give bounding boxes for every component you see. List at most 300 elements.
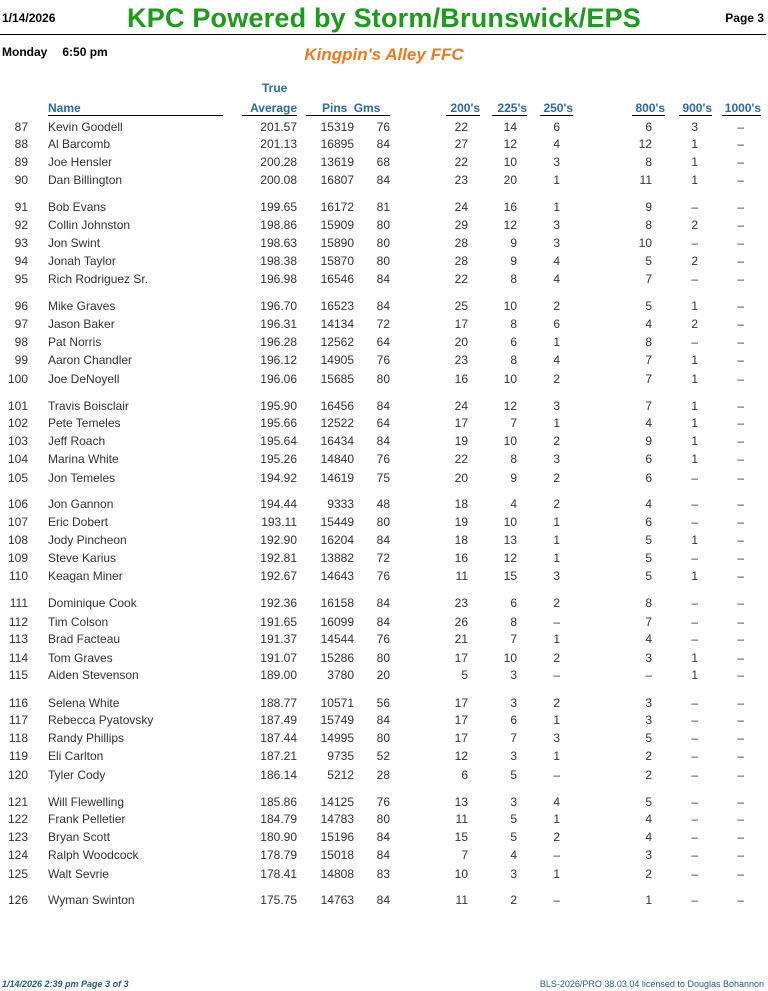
table-row [0, 299, 768, 315]
cell-c225: 10 [503, 299, 517, 313]
cell-c1000: – [737, 137, 744, 151]
cell-c900: – [691, 696, 698, 710]
cell-avg: 194.44 [260, 497, 297, 511]
cell-pins: 3780 [327, 668, 354, 682]
cell-c1000: – [737, 399, 744, 413]
cell-gms: 80 [376, 651, 390, 665]
cell-gms: 80 [376, 731, 390, 745]
cell-c250: 4 [553, 254, 560, 268]
table-row [0, 830, 768, 846]
cell-name: Randy Phillips [48, 731, 125, 745]
page-number: Page 3 [725, 11, 764, 25]
cell-name: Aiden Stevenson [48, 668, 139, 682]
cell-c250: 1 [553, 867, 560, 881]
cell-c200: 17 [454, 651, 468, 665]
cell-name: Wyman Swinton [48, 893, 135, 907]
cell-pins: 14808 [320, 867, 354, 881]
cell-c250: 4 [553, 795, 560, 809]
cell-rank: 108 [7, 533, 28, 547]
table-row [0, 399, 768, 415]
cell-c900: 1 [691, 668, 698, 682]
cell-avg: 195.26 [260, 452, 297, 466]
cell-c800: 2 [645, 867, 652, 881]
cell-c200: 20 [454, 335, 468, 349]
cell-avg: 199.65 [260, 200, 297, 214]
cell-name: Eli Carlton [48, 749, 104, 763]
cell-name: Aaron Chandler [48, 353, 133, 367]
cell-c200: 6 [461, 768, 468, 782]
cell-c1000: – [737, 173, 744, 187]
cell-name: Tyler Cody [48, 768, 106, 782]
table-row [0, 236, 768, 252]
cell-pins: 13882 [320, 551, 354, 565]
cell-c1000: – [737, 155, 744, 169]
cell-pins: 15196 [320, 830, 354, 844]
cell-pins: 14619 [320, 471, 354, 485]
cell-avg: 178.79 [260, 848, 297, 862]
cell-pins: 16099 [320, 615, 354, 629]
cell-pins: 15685 [320, 372, 354, 386]
cell-gms: 52 [376, 749, 390, 763]
cell-c225: 3 [510, 795, 517, 809]
cell-c225: 15 [503, 569, 517, 583]
cell-c200: 23 [454, 353, 468, 367]
cell-c200: 15 [454, 830, 468, 844]
table-row [0, 372, 768, 388]
cell-name: Pete Temeles [48, 416, 121, 430]
cell-avg: 201.57 [260, 120, 297, 134]
cell-c225: 16 [503, 200, 517, 214]
cell-c250: 2 [553, 372, 560, 386]
cell-gms: 84 [376, 713, 390, 727]
cell-c800: 4 [645, 416, 652, 430]
cell-pins: 9735 [327, 749, 354, 763]
cell-c900: – [691, 596, 698, 610]
cell-name: Jon Temeles [48, 471, 116, 485]
cell-c225: 4 [510, 848, 517, 862]
cell-c800: 5 [645, 254, 652, 268]
cell-c250: 2 [553, 497, 560, 511]
cell-gms: 84 [376, 137, 390, 151]
footer-print-info: 1/14/2026 2:39 pm Page 3 of 3 [2, 979, 129, 989]
cell-c900: 1 [691, 416, 698, 430]
cell-gms: 64 [376, 335, 390, 349]
cell-pins: 15870 [320, 254, 354, 268]
table-row [0, 452, 768, 468]
cell-name: Rebecca Pyatovsky [48, 713, 154, 727]
cell-c225: 8 [510, 272, 517, 286]
cell-c200: 11 [455, 812, 468, 826]
col-200s: 200's [446, 101, 480, 116]
cell-c250: 3 [553, 236, 560, 250]
cell-c200: 27 [454, 137, 468, 151]
cell-c250: 2 [553, 651, 560, 665]
cell-c800: 7 [645, 615, 652, 629]
col-1000s: 1000's [722, 101, 761, 116]
cell-c1000: – [737, 551, 744, 565]
cell-c800: 10 [638, 236, 652, 250]
cell-pins: 16523 [320, 299, 354, 313]
cell-c1000: – [737, 471, 744, 485]
cell-pins: 14643 [320, 569, 354, 583]
cell-c200: 21 [454, 632, 468, 646]
cell-c1000: – [737, 795, 744, 809]
cell-name: Brad Facteau [48, 632, 121, 646]
cell-name: Rich Rodriguez Sr. [48, 272, 149, 286]
cell-c200: 12 [454, 749, 468, 763]
table-row [0, 317, 768, 333]
cell-c1000: – [737, 615, 744, 629]
cell-avg: 186.14 [260, 768, 297, 782]
cell-c1000: – [737, 768, 744, 782]
cell-avg: 191.37 [260, 632, 297, 646]
table-row [0, 812, 768, 828]
cell-c250: – [553, 848, 560, 862]
cell-c200: 11 [455, 893, 468, 907]
cell-rank: 118 [8, 731, 28, 745]
cell-c250: 3 [553, 155, 560, 169]
cell-c225: 7 [510, 731, 517, 745]
cell-pins: 16456 [320, 399, 354, 413]
cell-c250: 4 [553, 272, 560, 286]
cell-c225: 12 [503, 399, 517, 413]
cell-name: Collin Johnston [48, 218, 131, 232]
cell-rank: 126 [7, 893, 28, 907]
cell-rank: 95 [14, 272, 28, 286]
cell-c225: 12 [503, 551, 517, 565]
cell-c225: 9 [510, 471, 517, 485]
cell-c225: 5 [510, 830, 517, 844]
cell-rank: 98 [14, 335, 28, 349]
cell-c200: 24 [454, 200, 468, 214]
cell-rank: 107 [7, 515, 28, 529]
table-row [0, 551, 768, 567]
cell-name: Tim Colson [48, 615, 109, 629]
cell-c1000: – [737, 335, 744, 349]
cell-c250: – [553, 893, 560, 907]
header-divider [0, 34, 766, 35]
cell-rank: 115 [8, 668, 28, 682]
col-name: Name [48, 101, 223, 116]
cell-name: Frank Pelletier [48, 812, 126, 826]
cell-c900: – [691, 749, 698, 763]
cell-c1000: – [737, 515, 744, 529]
table-row [0, 200, 768, 216]
cell-rank: 97 [14, 317, 28, 331]
cell-gms: 84 [376, 615, 390, 629]
cell-rank: 121 [7, 795, 28, 809]
cell-c800: 6 [645, 120, 652, 134]
cell-pins: 15909 [320, 218, 354, 232]
cell-gms: 84 [376, 830, 390, 844]
cell-c200: 23 [454, 596, 468, 610]
cell-c200: 28 [454, 254, 468, 268]
cell-name: Jon Gannon [48, 497, 114, 511]
cell-c800: 5 [645, 795, 652, 809]
cell-avg: 191.65 [260, 615, 297, 629]
cell-c800: 7 [645, 399, 652, 413]
cell-c800: 5 [645, 569, 652, 583]
col-average: Average [242, 101, 297, 116]
cell-c225: 8 [510, 353, 517, 367]
cell-rank: 96 [14, 299, 28, 313]
cell-c225: 9 [510, 254, 517, 268]
cell-gms: 76 [376, 569, 390, 583]
cell-c200: 28 [454, 236, 468, 250]
cell-rank: 113 [8, 632, 28, 646]
cell-rank: 88 [14, 137, 28, 151]
cell-gms: 84 [376, 299, 390, 313]
cell-c250: 6 [553, 317, 560, 331]
cell-c225: 10 [503, 434, 517, 448]
cell-rank: 94 [14, 254, 28, 268]
cell-pins: 15449 [320, 515, 354, 529]
cell-c800: 2 [645, 768, 652, 782]
cell-c200: 20 [454, 471, 468, 485]
cell-c800: 6 [645, 471, 652, 485]
table-row [0, 615, 768, 631]
cell-c900: – [691, 551, 698, 565]
cell-c800: 7 [645, 272, 652, 286]
cell-c900: – [691, 272, 698, 286]
cell-c800: 3 [645, 651, 652, 665]
cell-c1000: – [737, 497, 744, 511]
cell-rank: 123 [7, 830, 28, 844]
cell-rank: 116 [8, 696, 28, 710]
cell-pins: 12522 [320, 416, 354, 430]
cell-name: Walt Sevrie [48, 867, 109, 881]
cell-name: Jason Baker [48, 317, 115, 331]
cell-c800: 4 [645, 812, 652, 826]
cell-c1000: – [737, 372, 744, 386]
cell-c225: 7 [510, 416, 517, 430]
cell-c250: 2 [553, 696, 560, 710]
cell-gms: 80 [376, 372, 390, 386]
table-row [0, 137, 768, 153]
cell-c1000: – [737, 651, 744, 665]
cell-rank: 105 [7, 471, 28, 485]
cell-c1000: – [737, 812, 744, 826]
cell-c900: – [691, 335, 698, 349]
cell-c1000: – [737, 668, 744, 682]
cell-avg: 195.66 [260, 416, 297, 430]
cell-c1000: – [737, 218, 744, 232]
table-row [0, 768, 768, 784]
table-row [0, 155, 768, 171]
cell-name: Eric Dobert [48, 515, 109, 529]
cell-avg: 187.44 [260, 731, 297, 745]
cell-c200: 26 [454, 615, 468, 629]
cell-c225: 12 [503, 218, 517, 232]
cell-c225: 6 [510, 596, 517, 610]
cell-rank: 112 [8, 615, 28, 629]
cell-c800: 3 [645, 713, 652, 727]
cell-avg: 196.98 [260, 272, 297, 286]
cell-c900: 2 [691, 218, 698, 232]
cell-c250: 1 [553, 812, 560, 826]
cell-rank: 103 [7, 434, 28, 448]
cell-c1000: – [737, 893, 744, 907]
cell-c800: 3 [645, 696, 652, 710]
report-date: 1/14/2026 [2, 11, 56, 25]
table-row [0, 254, 768, 270]
cell-rank: 90 [14, 173, 28, 187]
cell-c800: 5 [645, 551, 652, 565]
table-row [0, 795, 768, 811]
cell-c225: 5 [510, 768, 517, 782]
cell-pins: 12562 [320, 335, 354, 349]
cell-gms: 64 [376, 416, 390, 430]
cell-avg: 193.11 [261, 515, 297, 529]
cell-c225: 10 [503, 515, 517, 529]
cell-name: Dominique Cook [48, 596, 137, 610]
table-row [0, 272, 768, 288]
cell-avg: 195.64 [260, 434, 297, 448]
cell-c250: 4 [553, 353, 560, 367]
cell-gms: 84 [376, 399, 390, 413]
cell-c900: 1 [691, 569, 698, 583]
cell-rank: 106 [7, 497, 28, 511]
cell-c250: 2 [553, 471, 560, 485]
table-row [0, 353, 768, 369]
cell-avg: 196.28 [260, 335, 297, 349]
cell-name: Tom Graves [48, 651, 113, 665]
cell-c200: 5 [461, 668, 468, 682]
cell-c250: 1 [553, 713, 560, 727]
cell-rank: 91 [14, 200, 28, 214]
cell-gms: 84 [376, 596, 390, 610]
cell-c225: 4 [510, 497, 517, 511]
cell-c250: 1 [553, 416, 560, 430]
cell-c200: 23 [454, 173, 468, 187]
cell-c250: 2 [553, 596, 560, 610]
cell-pins: 13619 [320, 155, 354, 169]
cell-c1000: – [737, 452, 744, 466]
cell-c225: 10 [503, 651, 517, 665]
cell-pins: 16172 [320, 200, 354, 214]
cell-c800: 1 [645, 893, 652, 907]
cell-avg: 187.21 [260, 749, 297, 763]
cell-c225: 6 [510, 335, 517, 349]
table-row [0, 120, 768, 136]
cell-name: Kevin Goodell [48, 120, 123, 134]
cell-pins: 16546 [320, 272, 354, 286]
cell-rank: 122 [7, 812, 28, 826]
cell-pins: 14544 [320, 632, 354, 646]
cell-c900: 1 [691, 399, 698, 413]
cell-pins: 14905 [320, 353, 354, 367]
cell-gms: 76 [376, 452, 390, 466]
cell-name: Jonah Taylor [48, 254, 116, 268]
cell-c900: – [691, 812, 698, 826]
cell-c900: 1 [691, 353, 698, 367]
cell-c800: 4 [645, 830, 652, 844]
cell-c250: 1 [553, 749, 560, 763]
cell-gms: 84 [376, 272, 390, 286]
cell-c200: 29 [454, 218, 468, 232]
cell-avg: 196.06 [260, 372, 297, 386]
cell-avg: 196.70 [260, 299, 297, 313]
cell-c900: 1 [691, 173, 698, 187]
cell-c250: 2 [553, 830, 560, 844]
cell-c200: 17 [454, 696, 468, 710]
cell-name: Mike Graves [48, 299, 116, 313]
cell-gms: 84 [376, 848, 390, 862]
cell-name: Marina White [48, 452, 119, 466]
cell-c200: 22 [454, 452, 468, 466]
cell-name: Pat Norris [48, 335, 102, 349]
cell-avg: 189.00 [260, 668, 297, 682]
cell-c250: 3 [553, 452, 560, 466]
col-225s: 225's [492, 101, 527, 116]
table-row [0, 218, 768, 234]
cell-c1000: – [737, 236, 744, 250]
cell-c200: 18 [454, 497, 468, 511]
cell-c900: – [691, 867, 698, 881]
cell-gms: 80 [376, 812, 390, 826]
cell-c1000: – [737, 533, 744, 547]
cell-c250: 3 [553, 218, 560, 232]
cell-c250: 1 [553, 515, 560, 529]
cell-c800: 4 [645, 317, 652, 331]
cell-c900: – [691, 497, 698, 511]
cell-pins: 15319 [320, 120, 354, 134]
cell-c900: 1 [691, 372, 698, 386]
cell-c225: 6 [510, 713, 517, 727]
cell-pins: 15286 [320, 651, 354, 665]
cell-name: Dan Billington [48, 173, 123, 187]
table-row [0, 434, 768, 450]
cell-avg: 198.38 [260, 254, 297, 268]
cell-avg: 196.31 [260, 317, 297, 331]
cell-c900: 3 [691, 120, 698, 134]
cell-c250: 1 [553, 551, 560, 565]
cell-c225: 3 [510, 696, 517, 710]
cell-c225: 10 [503, 372, 517, 386]
session-day: Monday [2, 45, 48, 59]
cell-c900: 1 [691, 137, 698, 151]
table-row [0, 632, 768, 648]
cell-c250: 1 [553, 200, 560, 214]
col-800s: 800's [632, 101, 665, 116]
cell-c900: 1 [691, 434, 698, 448]
cell-c250: 1 [553, 632, 560, 646]
cell-gms: 68 [376, 155, 390, 169]
cell-avg: 192.81 [260, 551, 297, 565]
cell-c900: – [691, 200, 698, 214]
cell-c1000: – [737, 696, 744, 710]
cell-avg: 191.07 [260, 651, 297, 665]
cell-c800: 8 [645, 596, 652, 610]
cell-gms: 76 [376, 120, 390, 134]
cell-rank: 124 [7, 848, 28, 862]
cell-c200: 22 [454, 155, 468, 169]
cell-name: Jody Pincheon [48, 533, 127, 547]
cell-c800: 4 [645, 497, 652, 511]
cell-c200: 17 [454, 713, 468, 727]
cell-c225: 10 [503, 155, 517, 169]
cell-name: Bryan Scott [48, 830, 111, 844]
cell-gms: 75 [376, 471, 390, 485]
cell-pins: 14125 [320, 795, 354, 809]
col-pins-gms [306, 101, 390, 116]
cell-c800: 8 [645, 155, 652, 169]
cell-c800: 7 [645, 353, 652, 367]
table-row [0, 515, 768, 531]
cell-gms: 84 [376, 533, 390, 547]
cell-c900: – [691, 731, 698, 745]
cell-c250: 6 [553, 120, 560, 134]
